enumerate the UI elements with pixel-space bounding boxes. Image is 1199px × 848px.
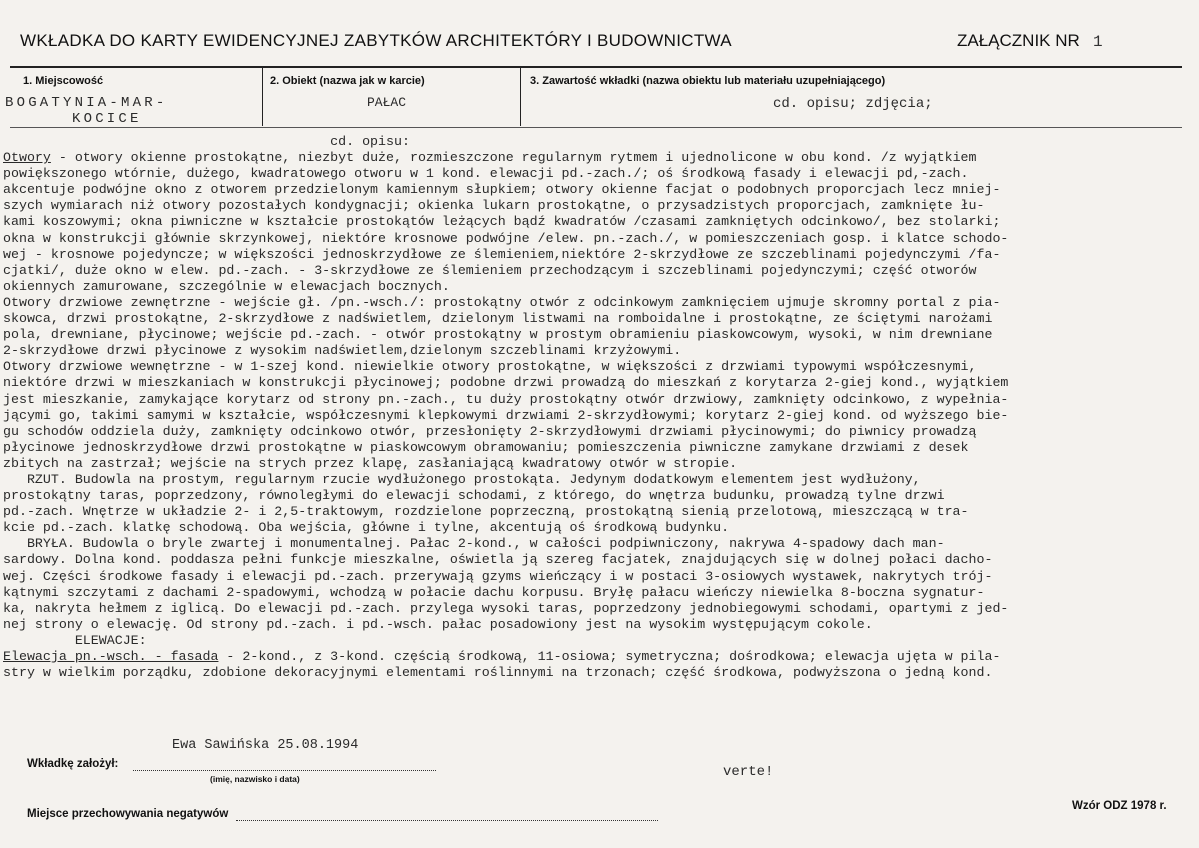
object-label: 2. Obiekt (nazwa jak w karcie)	[270, 75, 425, 87]
annex-label: ZAŁĄCZNIK NR	[957, 31, 1080, 50]
description-line: akcentuje podwójne okno z otworem przedzielonym kamiennym słupkiem; otwory okienne facjat o podobnych proporcjach lecz mniej-	[3, 182, 1001, 198]
section-heading: Elewacja pn.-wsch. - fasada	[3, 649, 219, 664]
header-divider	[10, 66, 1182, 68]
description-line: okna w konstrukcji głównie skrzynkowej, niektóre krosnowe podwójne /elew. pn.-zach./, w pomieszczeniach gosp. i klatce schodo-	[3, 230, 1009, 246]
description-line: wej - krosnowe pojedyncze; w większości jednoskrzydłowe ze ślemieniem,niektóre 2-skrzydłowe ze szczeblinami pojedynczymi /fa-	[3, 246, 1001, 262]
description-line: szych wymiarach niż otwory pozostałych kondygnacji; okienka lukarn prostokątne, o przysadzistych proporcjach, zamknięte łu-	[3, 198, 985, 214]
fields-bottom-divider	[10, 127, 1182, 128]
description-line: ka, nakryta hełmem z iglicą. Do elewacji pd.-zach. przylega wysoki taras, poprzedzony jednobiegowymi schodami, opartymi z jed-	[3, 600, 1009, 616]
description-line: okiennych zamurowane, szczególnie w elewacjach bocznych.	[3, 278, 450, 294]
description-line: niektóre drzwi w mieszkaniach w konstrukcji płycinowej; podobne drzwi prowadzą do mieszkań z korytarza 2-giej kond., wyjątkiem	[3, 375, 1009, 391]
negatives-label: Miejsce przechowywania negatywów	[27, 808, 229, 820]
description-line: kątnymi szczytami z dachami 2-spadowymi, wchodzą w połacie dachu korpusu. Bryłę pałacu wieńczy niewielka 8-boczna sygnatur-	[3, 584, 985, 600]
description-line: ELEWACJE:	[3, 632, 147, 648]
contents-value: cd. opisu; zdjęcia;	[773, 96, 933, 112]
description-line: kami koszowymi; okna piwniczne w kształcie prostokątów leżących bądź kwadratów /czasami zamkniętych odcinkowo/, bez stolarki;	[3, 214, 1001, 230]
signature-dotted-line	[133, 760, 436, 771]
description-line: Otwory drzwiowe zewnętrzne - wejście gł. /pn.-wsch./: prostokątny otwór z odcinkowym zamknięciem ujmuje skromny portal z pia-	[3, 294, 1001, 310]
field-divider-2	[520, 68, 521, 126]
description-line: prostokątny taras, poprzedzony, równoległymi do elewacji schodami, z którego, do wnętrza budunku, prowadzą tylne drzwi	[3, 488, 945, 504]
section-heading: Otwory	[3, 150, 51, 166]
signature-value: Ewa Sawińska 25.08.1994	[172, 738, 359, 753]
description-line: cjatki/, duże okno w elew. pd.-zach. - 3-skrzydłowe ze ślemieniem przechodzącym i szczeblinami pojedynczymi; część otworów	[3, 262, 977, 278]
field-divider-1	[262, 68, 263, 126]
description-line: kcie pd.-zach. klatkę schodową. Oba wejścia, główne i tylne, akcentują oś środkową budynku.	[3, 520, 730, 536]
form-version: Wzór ODZ 1978 r.	[1072, 800, 1167, 812]
description-line: RZUT. Budowla na prostym, regularnym rzucie wydłużonego prostokąta. Jedynym dodatkowym elementem jest wydłużony,	[3, 471, 921, 487]
description-line: cd. opisu:	[3, 134, 410, 149]
signature-caption: (imię, nazwisko i data)	[210, 774, 300, 784]
description-line: 2-skrzydłowe drzwi płycinowe z wysokim nadświetlem,dzielonym szczeblinami krzyżowymi.	[3, 343, 682, 359]
object-value: PAŁAC	[367, 95, 407, 110]
signature-label: Wkładkę założył:	[27, 758, 119, 770]
description-line: BRYŁA. Budowla o bryle zwartej i monumentalnej. Pałac 2-kond., w całości podpiwniczony, nakrywa 4-spadowy dach man-	[3, 536, 945, 552]
description-line: skowca, drzwi prostokątne, 2-skrzydłowe z nadświetlem, dzielonym listwami na romboidalne i prostokątne, ze ściętymi narożami	[3, 311, 993, 327]
annex-number: 1	[1093, 33, 1103, 51]
description-line: jest mieszkanie, zamykające korytarz od strony pn.-zach., tu duży prostokątny otwór drzwiowy, zamknięty odcinkowo, z wypełnia-	[3, 391, 1009, 407]
description-body	[3, 134, 1193, 681]
place-label: 1. Miejscowość	[23, 75, 104, 87]
description-line: Elewacja pn.-wsch. - fasada - 2-kond., z 3-kond. częścią środkową, 11-osiowa; symetryczna; dośrodkowa; elewacja ujęta w pila-	[3, 649, 1001, 664]
description-line: stry w wielkim porządku, zdobione dekoracyjnymi elementami roślinnymi na trzonach; część środkowa, podwyższona o jedną kond.	[3, 665, 993, 681]
description-line: zbitych na zastrzał; wejście na strych przez klapę, zasłaniającą kwadratowy otwór w stropie.	[3, 455, 738, 471]
description-line: jącymi go, takimi samymi w kształcie, współczesnymi klepkowymi drzwiami 2-skrzydłowymi; korytarz 2-giej kond. od wyższego bie-	[3, 407, 1009, 423]
verte-note: verte!	[723, 764, 774, 780]
description-line: pola, drewniane, płycinowe; wejście pd.-zach. - otwór prostokątny w prostym obramieniu piaskowcowym, wysoki, w nim drewniane	[3, 327, 993, 343]
description-line: nej strony o elewację. Od strony pd.-zach. i pd.-wsch. pałac posadowiony jest na wysokim występującym cokole.	[3, 616, 873, 632]
card-title: WKŁADKA DO KARTY EWIDENCYJNEJ ZABYTKÓW ARCHITEKTÓRY I BUDOWNICTWA	[20, 31, 732, 50]
description-line: gu schodów oddziela duży, zamknięty odcinkowo otwór, przesłonięty 2-skrzydłowymi drzwiami płycinowymi; do piwnicy prowadzą	[3, 423, 977, 439]
description-line: powiększonego wtórnie, dużego, kwadratowego otworu w 1 kond. elewacji pd.-zach./; oś środkową fasady i elewacji pd,-zach.	[3, 166, 969, 182]
description-line: wej. Części środkowe fasady i elewacji pd.-zach. przerywają gzyms wieńczący i w postaci 3-osiowych wystawek, nakrytych trój-	[3, 568, 993, 584]
negatives-dotted-line	[236, 810, 658, 821]
description-line: płycinowe jednoskrzydłowe drzwi prostokątne w piaskowcowym obramowaniu; pomieszczenia piwniczne zamykane drzwiami z desek	[3, 439, 969, 455]
description-line: sardowy. Dolna kond. poddasza pełni funkcje mieszkalne, oświetla ją szereg facjatek, znajdujących się w dolnej połaci dacho-	[3, 552, 993, 568]
description-line: Otwory drzwiowe wewnętrzne - w 1-szej kond. niewielkie otwory prostokątne, w większości z drzwiami typowymi współczesnymi,	[3, 359, 977, 375]
description-line: pd.-zach. Wnętrze w układzie 2- i 2,5-traktowym, rozdzielone poprzeczną, prostokątną sienią przelotową, mieszczącą w tra-	[3, 504, 969, 520]
place-value-line2: KOCICE	[72, 111, 142, 127]
place-value-line1: BOGATYNIA-MAR-	[5, 95, 168, 111]
description-line: Otwory - otwory okienne prostokątne, niezbyt duże, rozmieszczone regularnym rytmem i ujednolicone w obu kond. /z wyjątkiem	[3, 150, 977, 166]
contents-label: 3. Zawartość wkładki (nazwa obiektu lub materiału uzupełniającego)	[530, 75, 886, 87]
